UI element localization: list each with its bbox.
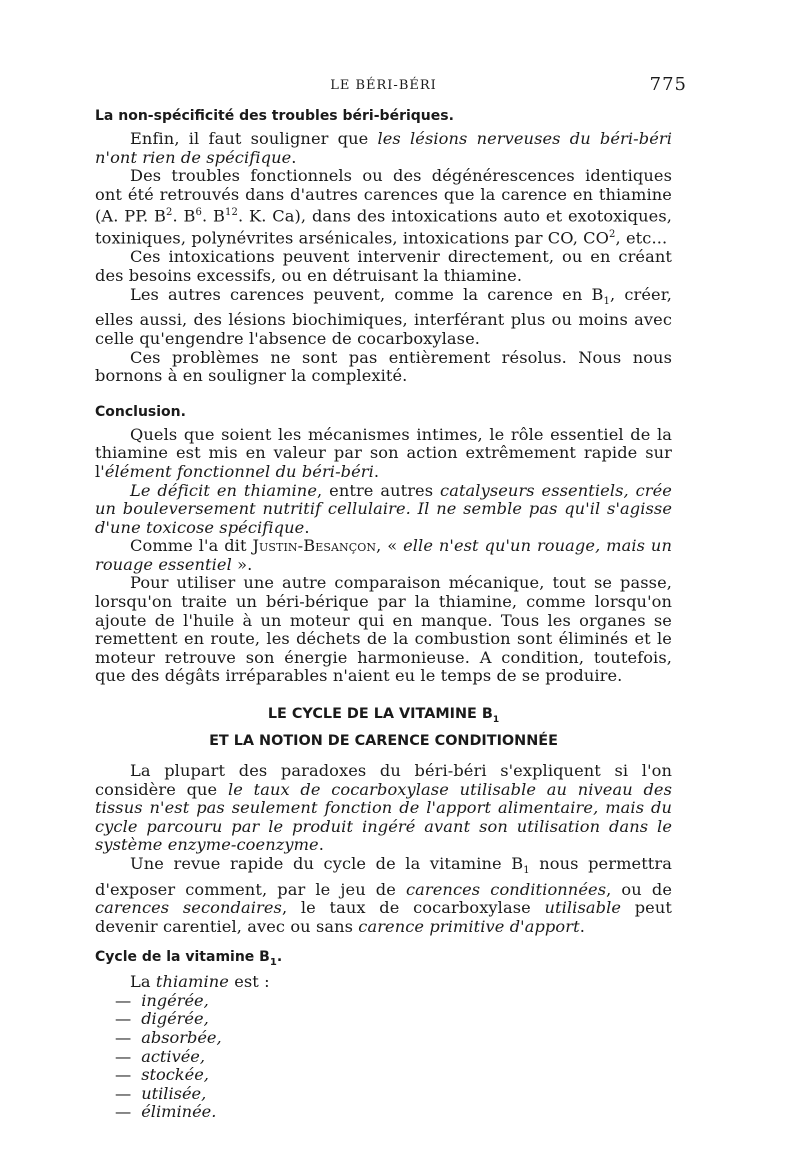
- thiamine-stage-list: [95, 992, 672, 1122]
- section-heading-conclusion: Conclusion.: [95, 403, 186, 420]
- paragraph: Pour utiliser une autre comparaison mécanique, tout se passe, lorsqu'on traite un béri-bérique par la thiamine, comme lorsqu'on ajoute de l'huile à un moteur qui en manque. Tous les organes se remettent en route, les déchets de la combustion sont éliminés et le moteur retrouve son énergie harmonieuse. A condition, toutefois, que des dégâts irréparables n'aient eu le temps de se produire.: [95, 573, 672, 686]
- running-header: [95, 72, 687, 96]
- paragraph: Une revue rapide du cycle de la vitamine $B_1$ nous permettra d'exposer comment, par le jeu de carences conditionnées, ou de carences secondaires, le taux de cocarboxylase utilisable peut devenir carentiel, avec ou sans carence primitive d'apport.: [95, 853, 673, 936]
- paragraph: Enfin, il faut souligner que les lésions nerveuses du béri-béri n'ont rien de spécifique.: [95, 129, 672, 167]
- list-item: — éliminée.: [115, 1102, 217, 1122]
- paragraph: Des troubles fonctionnels ou des dégénérescences identiques ont été retrouvés dans d'autres carences que la carence en thiamine (A. PP. $B^2$. $B^6$. $B^{12}$. K. Ca), dans des intoxications auto et exotoxiques, toxiniques, polynévrites arsénicales, intoxications par CO, $CO^2$, etc...: [95, 166, 672, 248]
- paragraph: Ces problèmes ne sont pas entièrement résolus. Nous nous bornons à en souligner la complexité.: [95, 347, 672, 386]
- list-item: — utilisée,: [115, 1083, 207, 1103]
- chapter-title: LE CYCLE DE LA VITAMINE $B_1$ ET LA NOTION DE CARENCE CONDITIONNÉE: [209, 706, 558, 749]
- list-item: — absorbée,: [115, 1028, 222, 1048]
- paragraph: Quels que soient les mécanismes intimes, le rôle essentiel de la thiamine est mis en valeur par son action extrêmement rapide sur l'élément fonctionnel du béri-béri.: [95, 424, 672, 481]
- list-item: — stockée,: [115, 1065, 209, 1085]
- list-item: — activée,: [115, 1046, 206, 1066]
- subsection-heading-cycle: Cycle de la vitamine $B_1$.: [95, 948, 283, 968]
- paragraph: Ces intoxications peuvent intervenir directement, ou en créant des besoins excessifs, ou en détruisant la thiamine.: [95, 247, 672, 285]
- page-number: 775: [649, 74, 687, 95]
- list-item: — digérée,: [115, 1009, 209, 1029]
- list-item: — ingérée,: [115, 990, 209, 1010]
- author-name: Justin-Besançon: [252, 536, 377, 556]
- paragraph: La plupart des paradoxes du béri-béri s'expliquent si l'on considère que le taux de cocarboxylase utilisable au niveau des tissus n'est pas seulement fonction de l'apport alimentaire, mais du cycle parcouru par le produit ingéré avant son utilisation dans le système enzyme-coenzyme.: [95, 760, 672, 855]
- section-heading-non-specificity: La non-spécificité des troubles béri-bériques.: [95, 108, 454, 124]
- paragraph: Comme l'a dit Justin-Besançon, « elle n'est qu'un rouage, mais un rouage essentiel ».: [95, 536, 672, 574]
- paragraph: Les autres carences peuvent, comme la carence en $B_1$, créer, elles aussi, des lésions biochimiques, interférant plus ou moins avec celle qu'engendre l'absence de cocarboxylase.: [95, 284, 672, 348]
- paragraph: Le déficit en thiamine, entre autres catalyseurs essentiels, crée un bouleversement nutritif cellulaire. Il ne semble pas qu'il s'agisse d'une toxicose spécifique.: [95, 480, 672, 537]
- running-title: LE BÉRI-BÉRI: [330, 78, 437, 93]
- list-intro: La thiamine est :: [130, 972, 270, 992]
